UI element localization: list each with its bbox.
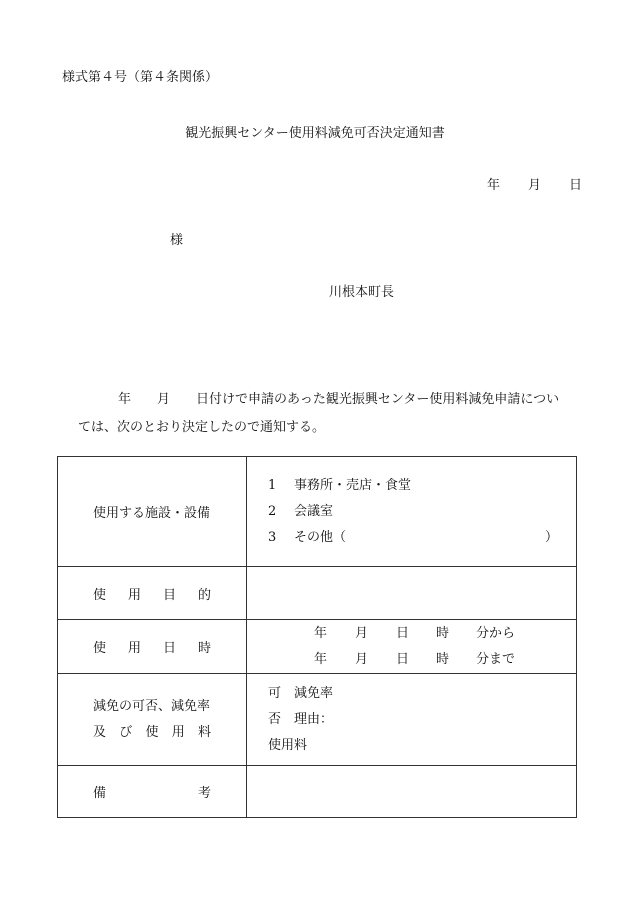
facility-label: 使用する施設・設備 [58, 457, 247, 567]
facility-item-other: 3 その他（ ） [268, 525, 558, 551]
body-year: 年 [118, 392, 132, 407]
body-line-1 [118, 388, 559, 407]
date-line [487, 174, 582, 193]
facility-row [58, 457, 577, 567]
datetime-cell [247, 620, 577, 674]
date-year: 年 [486, 178, 500, 193]
exemption-approve-line: 可 減免率 [268, 685, 334, 701]
datetime-row [58, 620, 577, 674]
remarks-label: 備 考 [58, 766, 247, 818]
exemption-deny-line: 否 理由： [268, 711, 334, 727]
facility-item: 2 会議室 [268, 503, 334, 519]
body-month: 月 [157, 392, 171, 407]
purpose-cell [247, 567, 577, 620]
document-title: 観光振興センター使用料減免可否決定通知書 [185, 126, 445, 141]
body-line1-rest: 日付けで申請のあった観光振興センター使用料減免申請につい [196, 392, 560, 407]
body-line-2: ては、次のとおり決定したので通知する。 [78, 420, 326, 435]
facility-other-close: ） [544, 529, 558, 545]
remarks-cell [247, 766, 577, 818]
decision-table [57, 456, 577, 818]
datetime-from: 年 月 日 時 分から [314, 625, 516, 641]
form-number: 様式第４号（第４条関係） [62, 70, 219, 85]
exemption-row [58, 674, 577, 766]
datetime-label: 使 用 日 時 [58, 620, 247, 674]
issuer: 川根本町長 [329, 285, 395, 300]
purpose-row [58, 567, 577, 620]
remarks-row [58, 766, 577, 818]
exemption-label: 減免の可否、減免率 及 び 使 用 料 [58, 674, 247, 766]
facility-cell [247, 457, 577, 567]
facility-item: 1 事務所・売店・食堂 [268, 477, 412, 493]
datetime-to: 年 月 日 時 分まで [314, 651, 516, 667]
addressee-suffix: 様 [170, 233, 184, 248]
purpose-label: 使 用 目 的 [58, 567, 247, 620]
exemption-fee-line: 使用料 [268, 737, 308, 753]
date-day: 日 [568, 178, 582, 193]
exemption-cell [247, 674, 577, 766]
date-month: 月 [527, 178, 541, 193]
